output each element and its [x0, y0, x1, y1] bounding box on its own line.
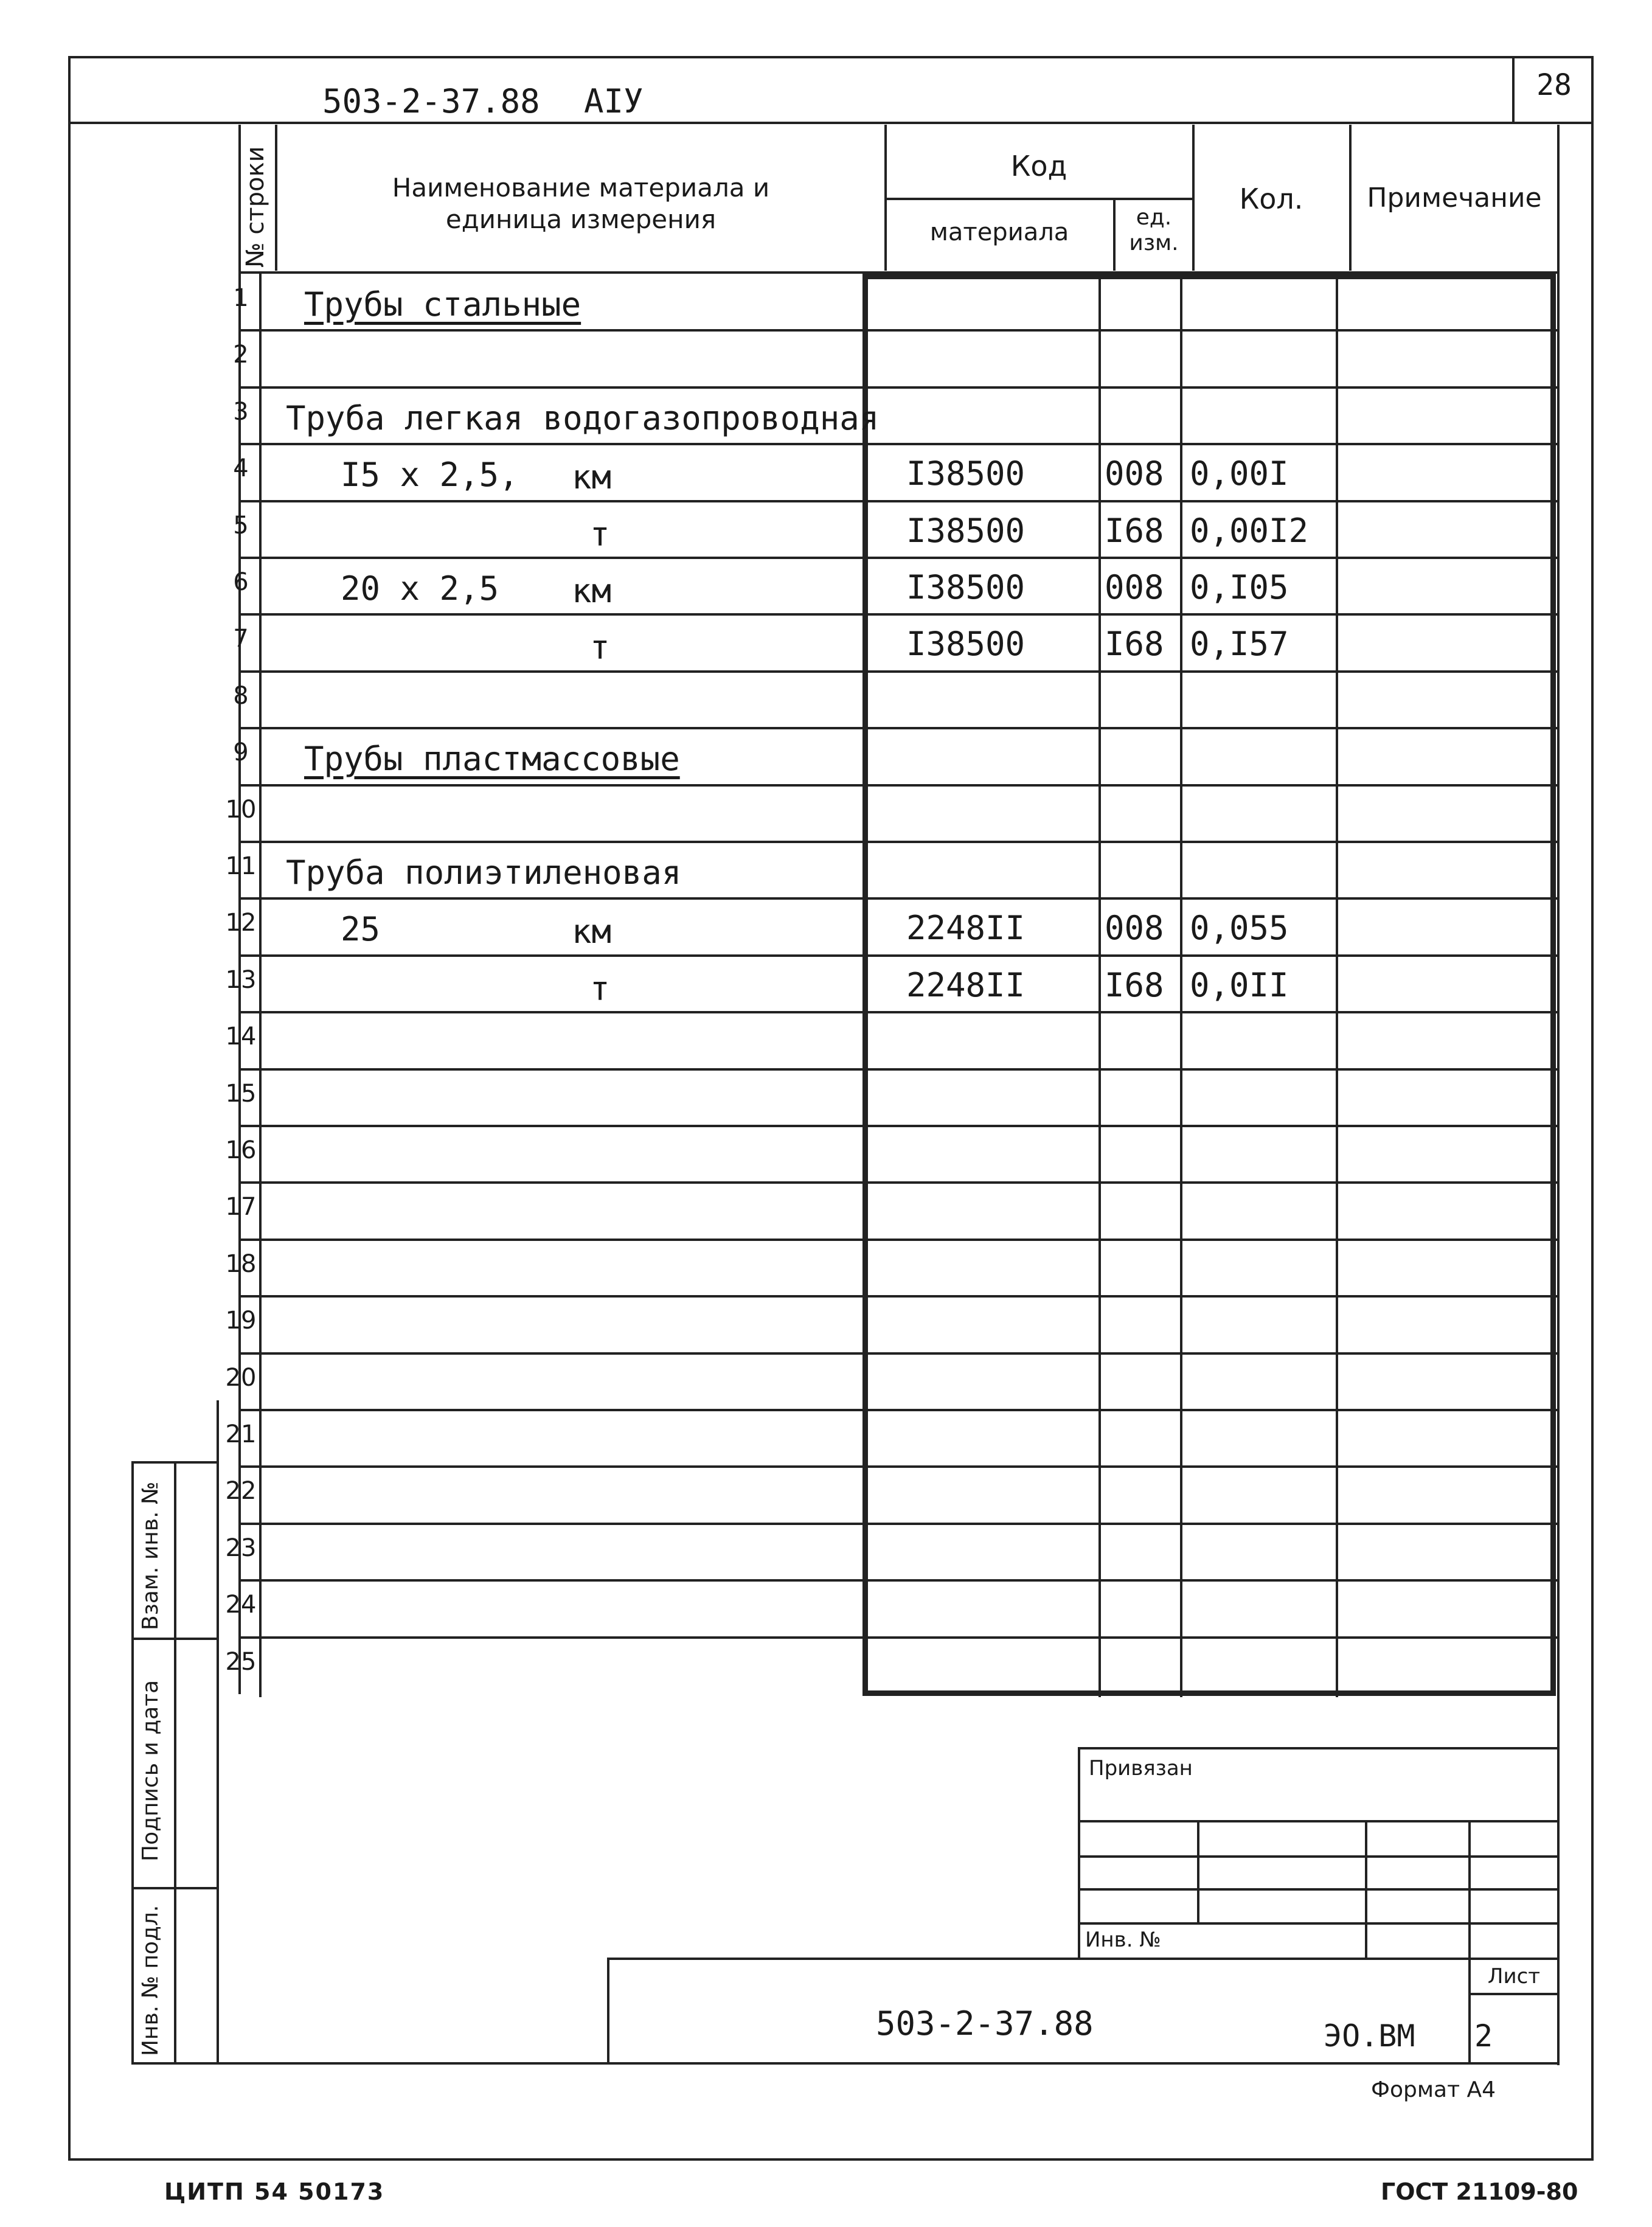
unit-code: I68 [1105, 965, 1164, 1004]
row-line [238, 500, 1558, 502]
privyazan-line3 [1078, 1888, 1558, 1891]
quantity: 0,055 [1190, 909, 1289, 948]
row-line [238, 1239, 1558, 1241]
title-stamp-top [607, 1958, 1558, 1960]
row-line [238, 443, 1558, 445]
title-code: 503-2-37.88 [876, 2004, 1094, 2043]
quantity: 0,0II [1190, 965, 1289, 1004]
inv-no-label: Инв. № [1085, 1928, 1161, 1952]
unit-of-measure: км [572, 572, 612, 610]
row-number: 19 [225, 1307, 257, 1335]
footer-right: ГОСТ 21109-80 [1381, 2178, 1578, 2205]
side-stamp-inner [174, 1461, 176, 2063]
row-number: 18 [225, 1249, 257, 1278]
row-number: 4 [233, 454, 249, 483]
privyazan-left [1078, 1747, 1080, 1959]
row-line [238, 329, 1558, 332]
unit-code: I68 [1105, 511, 1164, 550]
row-number: 15 [225, 1079, 257, 1108]
header-qty: Кол. [1239, 182, 1303, 215]
row-line [238, 1295, 1558, 1298]
unit-of-measure: т [590, 969, 610, 1008]
header-line [68, 122, 1594, 124]
row-line [238, 1523, 1558, 1525]
unit-of-measure: т [590, 515, 610, 554]
row-line [238, 727, 1558, 729]
header-note: Примечание [1367, 182, 1542, 214]
row-number: 21 [225, 1420, 257, 1448]
unit-code: I68 [1105, 625, 1164, 664]
table-right-line [1557, 125, 1560, 2065]
privyazan-line2 [1078, 1855, 1558, 1858]
material-name: 20 x 2,5 [341, 569, 499, 608]
privyazan-label: Привязан [1089, 1756, 1193, 1781]
side-stamp-div2 [131, 1887, 218, 1889]
code-subheader-line [884, 198, 1193, 200]
unit-code: 008 [1105, 568, 1164, 606]
material-code: I38500 [906, 454, 1026, 493]
material-code: I38500 [906, 511, 1026, 550]
sheet-label-line [1468, 1993, 1558, 1995]
header-code-unit: ед. [1136, 205, 1172, 230]
row-number: 17 [225, 1193, 257, 1221]
row-number: 20 [225, 1363, 257, 1392]
material-code: I38500 [906, 625, 1026, 664]
privyazan-line4 [1078, 1922, 1558, 1925]
row-line [238, 557, 1558, 559]
header-code-material: материала [929, 218, 1069, 246]
stamp-podpis-data: Подпись и дата [138, 1680, 163, 1861]
material-name: Трубы стальные [304, 285, 581, 324]
row-line [238, 1181, 1558, 1184]
table-left-line-lower [217, 1400, 219, 2063]
row-number: 2 [233, 341, 249, 369]
row-line [238, 613, 1558, 616]
row-line [238, 1352, 1558, 1355]
doc-code: 503-2-37.88 [322, 82, 540, 120]
material-code: 2248II [906, 965, 1026, 1004]
privyazan-col2 [1365, 1820, 1367, 1959]
material-code: 2248II [906, 909, 1026, 948]
row-line [238, 670, 1558, 673]
row-number: 3 [233, 397, 249, 426]
row-line [238, 1068, 1558, 1071]
header-row-no: № строки [241, 146, 269, 268]
stamp-inv-podl: Инв. № подл. [138, 1905, 163, 2056]
bottom-block-line [217, 2062, 1558, 2065]
body-col-unit [1098, 274, 1101, 1697]
unit-code: 008 [1105, 909, 1164, 948]
unit-of-measure: км [572, 912, 612, 951]
row-line [238, 386, 1558, 389]
row-number: 8 [233, 681, 249, 710]
page-number: 28 [1536, 68, 1572, 102]
row-number: 7 [233, 625, 249, 653]
format-label: Формат А4 [1371, 2077, 1496, 2102]
material-name: 25 [341, 910, 381, 949]
privyazan-line1 [1078, 1820, 1558, 1822]
row-line [238, 1579, 1558, 1582]
body-col-note [1336, 274, 1338, 1697]
quantity: 0,00I [1190, 454, 1289, 493]
row-number: 16 [225, 1136, 257, 1164]
row-line [238, 1409, 1558, 1411]
row-number: 25 [225, 1647, 257, 1676]
header-name: Наименование материала и [392, 173, 770, 203]
row-number: 24 [225, 1591, 257, 1619]
doc-suffix: АIУ [584, 82, 644, 120]
row-line [238, 1465, 1558, 1468]
row-number: 9 [233, 738, 249, 767]
privyazan-col1 [1197, 1820, 1199, 1923]
body-col-qty [1180, 274, 1182, 1697]
privyazan-top [1078, 1747, 1558, 1749]
row-number: 6 [233, 568, 249, 596]
row-number: 12 [225, 909, 257, 937]
quantity: 0,I57 [1190, 625, 1289, 664]
material-name: Труба легкая водогазопроводная [286, 398, 880, 437]
title-stamp-left [607, 1958, 609, 2063]
quantity: 0,00I2 [1190, 511, 1309, 550]
side-stamp-div1 [131, 1638, 218, 1640]
sheet-value: 2 [1474, 2018, 1493, 2054]
stamp-vzam-inv: Взам. инв. № [138, 1481, 163, 1630]
row-line [238, 1011, 1558, 1013]
title-mark: ЭО.ВМ [1324, 2018, 1415, 2054]
row-number: 10 [225, 795, 257, 824]
row-line [238, 1636, 1558, 1639]
header-name-line2: единица измерения [445, 204, 717, 234]
header-code: Код [1010, 150, 1067, 182]
row-number: 5 [233, 511, 249, 540]
unit-code: 008 [1105, 454, 1164, 493]
row-number: 1 [233, 284, 249, 312]
row-line [238, 1125, 1558, 1127]
footer-left: ЦИТП 54 50173 [164, 2178, 385, 2205]
row-number: 23 [225, 1534, 257, 1562]
unit-of-measure: т [590, 628, 610, 667]
col-rownum-divider [275, 125, 277, 271]
quantity: 0,I05 [1190, 568, 1289, 606]
side-stamp-left [131, 1461, 134, 2063]
row-line [238, 784, 1558, 787]
material-name: I5 x 2,5, [341, 456, 519, 495]
side-stamp-bottom [131, 2062, 218, 2065]
privyazan-col3 [1468, 1820, 1471, 2063]
row-line [238, 841, 1558, 843]
material-name: Трубы пластмассовые [304, 740, 680, 779]
row-line [238, 954, 1558, 957]
body-col-rownum [259, 274, 262, 1697]
row-number: 14 [225, 1023, 257, 1051]
header-code-unit-line2: изм. [1129, 231, 1179, 255]
unit-of-measure: км [572, 458, 612, 497]
row-number: 22 [225, 1477, 257, 1506]
row-number: 11 [225, 852, 257, 880]
material-name: Труба полиэтиленовая [286, 853, 682, 892]
row-line [238, 897, 1558, 900]
row-number: 13 [225, 965, 257, 994]
sheet-label: Лист [1487, 1964, 1541, 1989]
material-code: I38500 [906, 568, 1026, 606]
page-number-divider [1512, 56, 1515, 123]
